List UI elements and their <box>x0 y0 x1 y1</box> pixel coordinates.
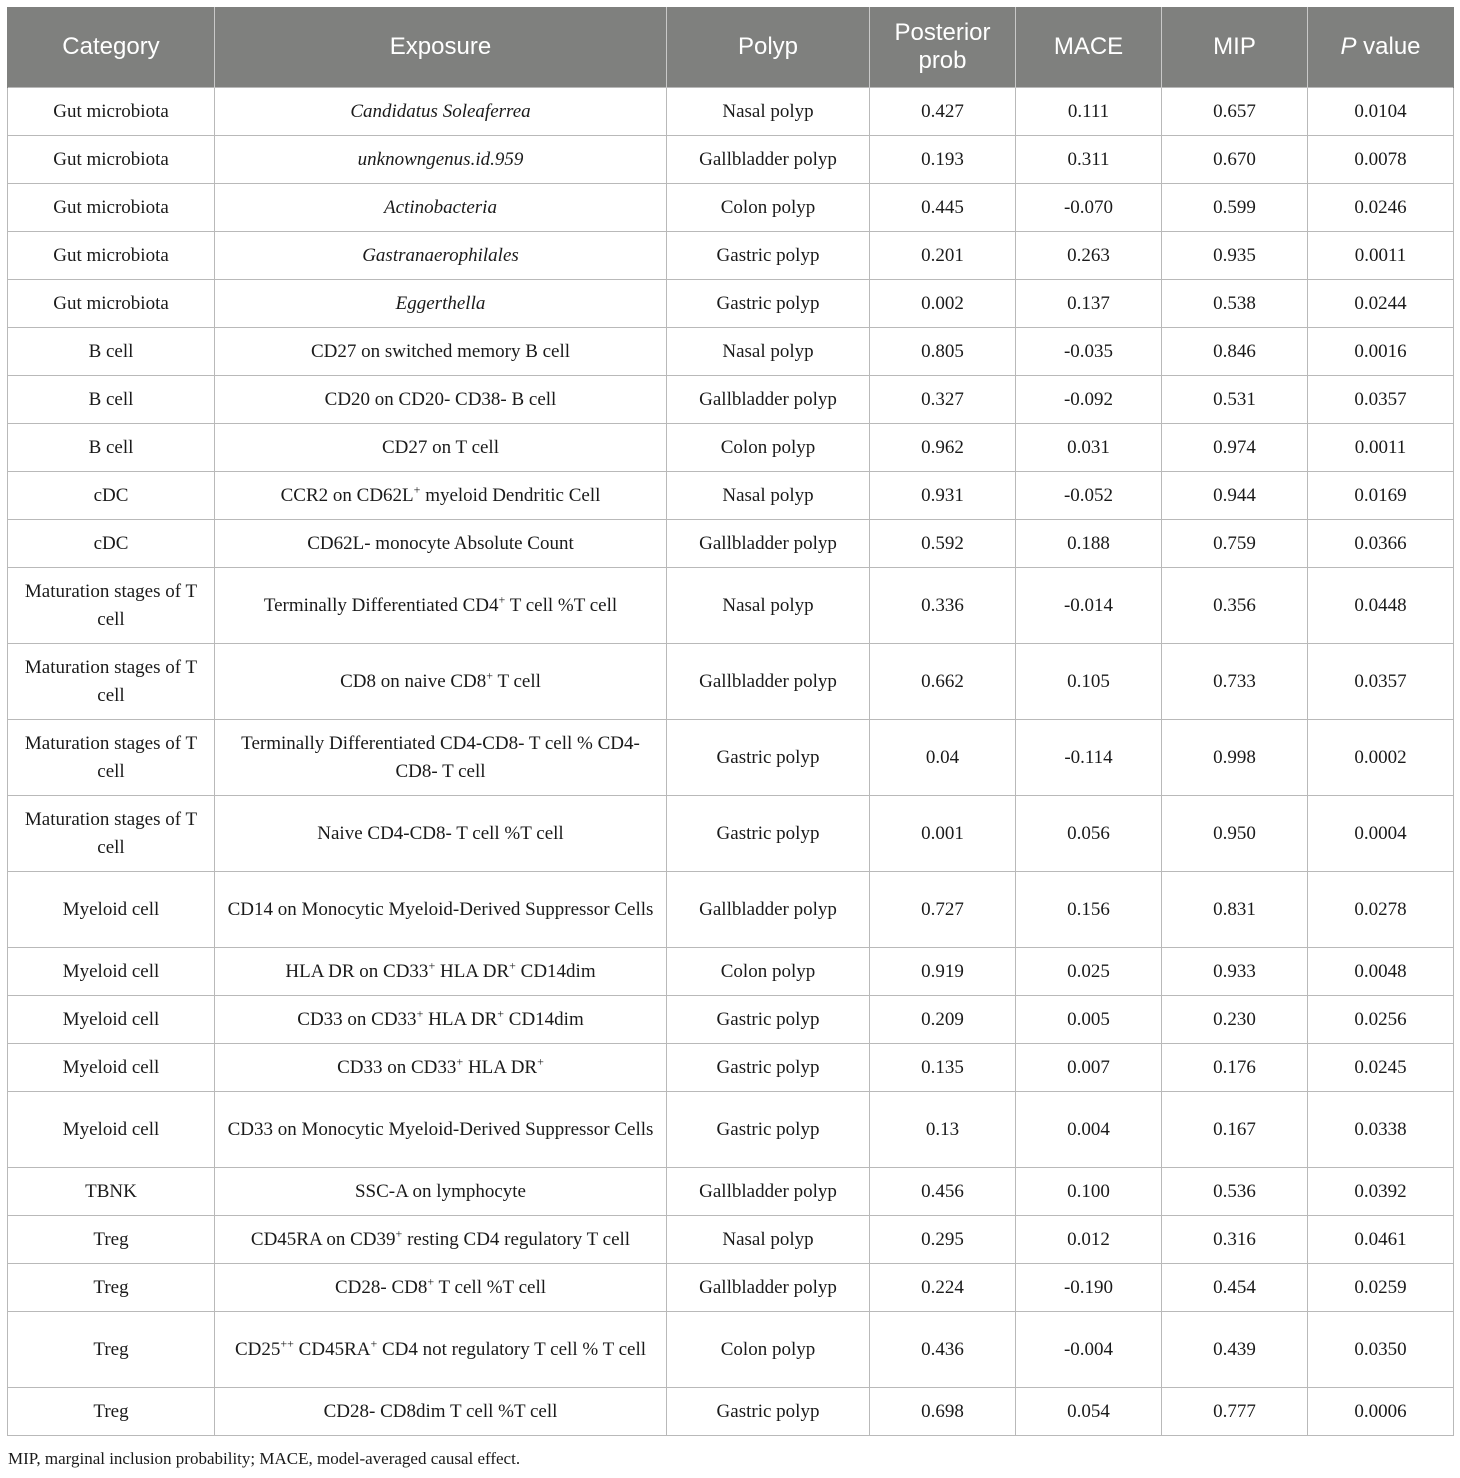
cell-mip: 0.176 <box>1162 1044 1308 1092</box>
cell-posterior-prob: 0.727 <box>870 872 1016 948</box>
cell-p-value: 0.0244 <box>1308 280 1454 328</box>
cell-polyp: Gallbladder polyp <box>667 872 870 948</box>
cell-p-value: 0.0104 <box>1308 88 1454 136</box>
header-mip: MIP <box>1162 7 1308 88</box>
cell-p-value: 0.0048 <box>1308 948 1454 996</box>
cell-mace: 0.005 <box>1016 996 1162 1044</box>
table-header <box>8 7 1454 88</box>
table-row <box>8 184 1454 232</box>
cell-mip: 0.316 <box>1162 1216 1308 1264</box>
cell-category: Myeloid cell <box>8 948 215 996</box>
cell-category: Gut microbiota <box>8 232 215 280</box>
table-body <box>8 88 1454 1436</box>
header-polyp: Polyp <box>667 7 870 88</box>
table-row <box>8 232 1454 280</box>
cell-p-value: 0.0011 <box>1308 232 1454 280</box>
cell-mace: 0.311 <box>1016 136 1162 184</box>
cell-polyp: Colon polyp <box>667 1312 870 1388</box>
table-row <box>8 1312 1454 1388</box>
table-row <box>8 136 1454 184</box>
cell-exposure: CD33 on CD33+ HLA DR+ CD14dim <box>215 996 667 1044</box>
cell-category: Myeloid cell <box>8 872 215 948</box>
table-row <box>8 568 1454 644</box>
cell-exposure: Terminally Differentiated CD4+ T cell %T cell <box>215 568 667 644</box>
cell-mace: -0.092 <box>1016 376 1162 424</box>
cell-p-value: 0.0461 <box>1308 1216 1454 1264</box>
cell-exposure: CD8 on naive CD8+ T cell <box>215 644 667 720</box>
cell-posterior-prob: 0.224 <box>870 1264 1016 1312</box>
cell-polyp: Nasal polyp <box>667 1216 870 1264</box>
cell-mip: 0.657 <box>1162 88 1308 136</box>
cell-polyp: Gallbladder polyp <box>667 136 870 184</box>
cell-p-value: 0.0016 <box>1308 328 1454 376</box>
cell-category: cDC <box>8 520 215 568</box>
cell-p-value: 0.0169 <box>1308 472 1454 520</box>
cell-polyp: Gastric polyp <box>667 720 870 796</box>
cell-mip: 0.536 <box>1162 1168 1308 1216</box>
cell-mace: 0.137 <box>1016 280 1162 328</box>
table-row <box>8 328 1454 376</box>
cell-posterior-prob: 0.436 <box>870 1312 1016 1388</box>
cell-p-value: 0.0259 <box>1308 1264 1454 1312</box>
cell-polyp: Gastric polyp <box>667 796 870 872</box>
cell-category: Gut microbiota <box>8 136 215 184</box>
cell-posterior-prob: 0.662 <box>870 644 1016 720</box>
cell-posterior-prob: 0.962 <box>870 424 1016 472</box>
cell-mace: 0.025 <box>1016 948 1162 996</box>
cell-polyp: Nasal polyp <box>667 472 870 520</box>
cell-posterior-prob: 0.698 <box>870 1388 1016 1436</box>
cell-p-value: 0.0448 <box>1308 568 1454 644</box>
cell-posterior-prob: 0.002 <box>870 280 1016 328</box>
cell-posterior-prob: 0.456 <box>870 1168 1016 1216</box>
table-row <box>8 472 1454 520</box>
cell-mace: 0.004 <box>1016 1092 1162 1168</box>
cell-polyp: Gallbladder polyp <box>667 1264 870 1312</box>
cell-mace: 0.100 <box>1016 1168 1162 1216</box>
cell-category: Myeloid cell <box>8 1092 215 1168</box>
cell-category: Gut microbiota <box>8 88 215 136</box>
table-row <box>8 996 1454 1044</box>
cell-exposure: Eggerthella <box>215 280 667 328</box>
cell-mip: 0.167 <box>1162 1092 1308 1168</box>
cell-exposure: CCR2 on CD62L+ myeloid Dendritic Cell <box>215 472 667 520</box>
cell-posterior-prob: 0.427 <box>870 88 1016 136</box>
cell-p-value: 0.0245 <box>1308 1044 1454 1092</box>
cell-mip: 0.733 <box>1162 644 1308 720</box>
cell-category: Myeloid cell <box>8 996 215 1044</box>
table-row <box>8 280 1454 328</box>
table-row <box>8 424 1454 472</box>
cell-polyp: Nasal polyp <box>667 88 870 136</box>
cell-polyp: Gallbladder polyp <box>667 376 870 424</box>
table-row <box>8 1168 1454 1216</box>
cell-p-value: 0.0338 <box>1308 1092 1454 1168</box>
cell-mace: 0.012 <box>1016 1216 1162 1264</box>
cell-exposure: CD62L- monocyte Absolute Count <box>215 520 667 568</box>
cell-polyp: Colon polyp <box>667 184 870 232</box>
header-p-italic: P <box>1340 33 1357 60</box>
cell-posterior-prob: 0.327 <box>870 376 1016 424</box>
results-table-container <box>7 7 1453 1436</box>
cell-category: TBNK <box>8 1168 215 1216</box>
cell-posterior-prob: 0.193 <box>870 136 1016 184</box>
cell-mip: 0.538 <box>1162 280 1308 328</box>
table-row <box>8 520 1454 568</box>
cell-category: Myeloid cell <box>8 1044 215 1092</box>
cell-category: B cell <box>8 424 215 472</box>
cell-polyp: Gastric polyp <box>667 1092 870 1168</box>
cell-posterior-prob: 0.931 <box>870 472 1016 520</box>
cell-category: Treg <box>8 1216 215 1264</box>
cell-mip: 0.230 <box>1162 996 1308 1044</box>
cell-p-value: 0.0357 <box>1308 376 1454 424</box>
cell-posterior-prob: 0.919 <box>870 948 1016 996</box>
cell-mace: -0.014 <box>1016 568 1162 644</box>
cell-category: Treg <box>8 1264 215 1312</box>
cell-posterior-prob: 0.001 <box>870 796 1016 872</box>
cell-mace: 0.007 <box>1016 1044 1162 1092</box>
header-p-value <box>1308 7 1454 88</box>
cell-polyp: Gastric polyp <box>667 1044 870 1092</box>
cell-mip: 0.439 <box>1162 1312 1308 1388</box>
cell-p-value: 0.0350 <box>1308 1312 1454 1388</box>
cell-exposure: SSC-A on lymphocyte <box>215 1168 667 1216</box>
cell-polyp: Nasal polyp <box>667 568 870 644</box>
table-row <box>8 1092 1454 1168</box>
header-posterior-prob: Posterior prob <box>870 7 1016 88</box>
cell-mip: 0.670 <box>1162 136 1308 184</box>
cell-category: B cell <box>8 328 215 376</box>
cell-exposure: CD27 on switched memory B cell <box>215 328 667 376</box>
cell-category: Maturation stages of T cell <box>8 568 215 644</box>
cell-mip: 0.831 <box>1162 872 1308 948</box>
table-row <box>8 1216 1454 1264</box>
cell-mip: 0.998 <box>1162 720 1308 796</box>
cell-polyp: Gallbladder polyp <box>667 1168 870 1216</box>
table-row <box>8 376 1454 424</box>
cell-polyp: Gastric polyp <box>667 996 870 1044</box>
cell-mace: -0.114 <box>1016 720 1162 796</box>
cell-exposure: CD28- CD8+ T cell %T cell <box>215 1264 667 1312</box>
cell-p-value: 0.0366 <box>1308 520 1454 568</box>
cell-polyp: Colon polyp <box>667 424 870 472</box>
cell-exposure: Actinobacteria <box>215 184 667 232</box>
table-row <box>8 1264 1454 1312</box>
cell-polyp: Gastric polyp <box>667 232 870 280</box>
cell-polyp: Gastric polyp <box>667 280 870 328</box>
cell-exposure: Naive CD4-CD8- T cell %T cell <box>215 796 667 872</box>
cell-mip: 0.356 <box>1162 568 1308 644</box>
cell-mace: 0.054 <box>1016 1388 1162 1436</box>
cell-mip: 0.974 <box>1162 424 1308 472</box>
cell-polyp: Nasal polyp <box>667 328 870 376</box>
cell-mip: 0.759 <box>1162 520 1308 568</box>
cell-category: cDC <box>8 472 215 520</box>
cell-mace: -0.052 <box>1016 472 1162 520</box>
cell-exposure: CD33 on Monocytic Myeloid-Derived Suppressor Cells <box>215 1092 667 1168</box>
cell-mip: 0.935 <box>1162 232 1308 280</box>
cell-p-value: 0.0278 <box>1308 872 1454 948</box>
cell-mace: 0.031 <box>1016 424 1162 472</box>
cell-posterior-prob: 0.336 <box>870 568 1016 644</box>
table-row <box>8 88 1454 136</box>
table-row <box>8 644 1454 720</box>
cell-mip: 0.950 <box>1162 796 1308 872</box>
header-category: Category <box>8 7 215 88</box>
cell-polyp: Gastric polyp <box>667 1388 870 1436</box>
cell-category: Treg <box>8 1312 215 1388</box>
cell-mip: 0.531 <box>1162 376 1308 424</box>
cell-posterior-prob: 0.445 <box>870 184 1016 232</box>
cell-p-value: 0.0002 <box>1308 720 1454 796</box>
cell-mace: 0.263 <box>1016 232 1162 280</box>
cell-mace: 0.056 <box>1016 796 1162 872</box>
cell-exposure: CD27 on T cell <box>215 424 667 472</box>
cell-exposure: Gastranaerophilales <box>215 232 667 280</box>
cell-mace: -0.070 <box>1016 184 1162 232</box>
cell-posterior-prob: 0.13 <box>870 1092 1016 1168</box>
cell-category: Treg <box>8 1388 215 1436</box>
cell-exposure: CD28- CD8dim T cell %T cell <box>215 1388 667 1436</box>
cell-polyp: Colon polyp <box>667 948 870 996</box>
table-row <box>8 948 1454 996</box>
cell-posterior-prob: 0.201 <box>870 232 1016 280</box>
cell-posterior-prob: 0.295 <box>870 1216 1016 1264</box>
cell-category: Gut microbiota <box>8 184 215 232</box>
cell-p-value: 0.0011 <box>1308 424 1454 472</box>
cell-exposure: Candidatus Soleaferrea <box>215 88 667 136</box>
cell-exposure: Terminally Differentiated CD4-CD8- T cell % CD4-CD8- T cell <box>215 720 667 796</box>
cell-p-value: 0.0078 <box>1308 136 1454 184</box>
cell-posterior-prob: 0.805 <box>870 328 1016 376</box>
cell-mace: 0.105 <box>1016 644 1162 720</box>
cell-mace: 0.188 <box>1016 520 1162 568</box>
cell-polyp: Gallbladder polyp <box>667 644 870 720</box>
cell-exposure: CD25++ CD45RA+ CD4 not regulatory T cell % T cell <box>215 1312 667 1388</box>
table-footnote: MIP, marginal inclusion probability; MACE, model-averaged causal effect. <box>8 1449 521 1468</box>
cell-mace: 0.156 <box>1016 872 1162 948</box>
cell-posterior-prob: 0.209 <box>870 996 1016 1044</box>
cell-p-value: 0.0246 <box>1308 184 1454 232</box>
header-row <box>8 7 1454 88</box>
table-row <box>8 1388 1454 1436</box>
cell-p-value: 0.0006 <box>1308 1388 1454 1436</box>
cell-exposure: CD14 on Monocytic Myeloid-Derived Suppressor Cells <box>215 872 667 948</box>
cell-mace: -0.035 <box>1016 328 1162 376</box>
cell-mip: 0.944 <box>1162 472 1308 520</box>
table-row <box>8 1044 1454 1092</box>
cell-mip: 0.933 <box>1162 948 1308 996</box>
cell-p-value: 0.0392 <box>1308 1168 1454 1216</box>
cell-exposure: unknowngenus.id.959 <box>215 136 667 184</box>
cell-posterior-prob: 0.04 <box>870 720 1016 796</box>
cell-category: B cell <box>8 376 215 424</box>
header-mace: MACE <box>1016 7 1162 88</box>
cell-mip: 0.846 <box>1162 328 1308 376</box>
cell-mace: -0.190 <box>1016 1264 1162 1312</box>
cell-exposure: CD20 on CD20- CD38- B cell <box>215 376 667 424</box>
cell-p-value: 0.0004 <box>1308 796 1454 872</box>
table-row <box>8 720 1454 796</box>
cell-category: Maturation stages of T cell <box>8 644 215 720</box>
cell-posterior-prob: 0.592 <box>870 520 1016 568</box>
cell-exposure: HLA DR on CD33+ HLA DR+ CD14dim <box>215 948 667 996</box>
cell-category: Maturation stages of T cell <box>8 720 215 796</box>
header-p-label: value <box>1363 33 1421 60</box>
cell-mace: -0.004 <box>1016 1312 1162 1388</box>
results-table <box>7 7 1454 1436</box>
cell-mip: 0.454 <box>1162 1264 1308 1312</box>
cell-exposure: CD33 on CD33+ HLA DR+ <box>215 1044 667 1092</box>
cell-exposure: CD45RA on CD39+ resting CD4 regulatory T cell <box>215 1216 667 1264</box>
cell-mip: 0.599 <box>1162 184 1308 232</box>
header-exposure: Exposure <box>215 7 667 88</box>
table-row <box>8 872 1454 948</box>
cell-category: Gut microbiota <box>8 280 215 328</box>
table-row <box>8 796 1454 872</box>
cell-p-value: 0.0256 <box>1308 996 1454 1044</box>
cell-category: Maturation stages of T cell <box>8 796 215 872</box>
cell-mip: 0.777 <box>1162 1388 1308 1436</box>
cell-polyp: Gallbladder polyp <box>667 520 870 568</box>
cell-mace: 0.111 <box>1016 88 1162 136</box>
cell-p-value: 0.0357 <box>1308 644 1454 720</box>
cell-posterior-prob: 0.135 <box>870 1044 1016 1092</box>
